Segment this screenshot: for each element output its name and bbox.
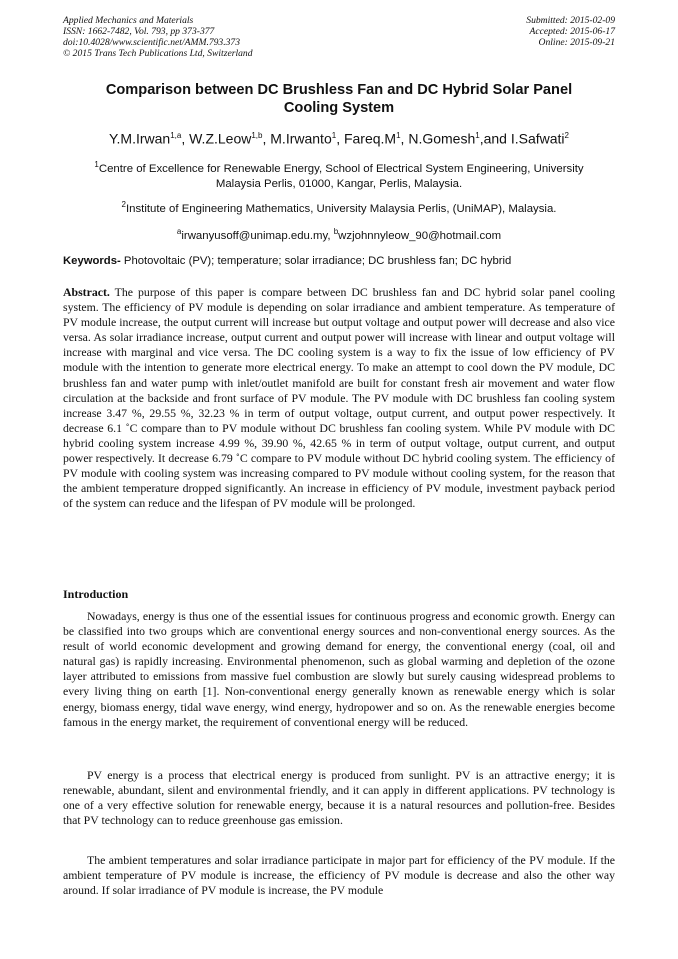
intro-paragraph-3: The ambient temperatures and solar irradiance participate in major part for efficiency of the PV module. If the ambient temperature of PV module is increase, the efficiency of PV module is decrease and also the other way around. If solar irradiance of PV module is increase, the PV module [63, 853, 615, 898]
abstract-text: The purpose of this paper is compare between DC brushless fan and DC hybrid solar panel cooling system. The efficiency of PV module is depending on solar irradiance and ambient temperature. As temperature of PV module increase, the output current will increase but output voltage and output power will decrease and also vice versa. As solar irradiance increase, output current and output power will increase with linear and output voltage will increase with marginal and vice versa. The DC cooling system is a way to fix the issue of low efficiency of PV module with the intention to generate more electrical energy. To make an attempt to cool down the PV module, DC brushless fan and water pump with inlet/outlet manifold are built for constant fresh air movement and water flow circulation at the backside and front surface of PV module. The PV module with DC brushless fan cooling system increase 3.47 %, 29.55 %, 32.23 % in term of output voltage, output current, and output power respectively. It decrease 6.1 ˚C compare than to PV module without DC brushless fan cooling system. While PV module with DC hybrid cooling system increase 4.99 %, 39.90 %, 42.65 % in term of output voltage, output current, and output power respectively. It decrease 6.79 ˚C compare to PV module without DC hybrid cooling system. The efficiency of PV module with cooling system was increasing compared to PV module without cooling system, for the reason that the ambient temperature dropped significantly. An increase in efficiency of PV module, investment payback period of the system can reduce and the lifespan of PV module will be prolonged. [63, 285, 615, 511]
author-list: Y.M.Irwan$^{1,a}$, W.Z.Leow$^{1,b}$, M.Irwanto$^1$, $Fareq.M^1$, N.Gomesh$^1$,and I.Safwati$^2$ [108, 130, 569, 147]
affiliation-1 [63, 157, 615, 192]
email-mark: a [176, 227, 182, 236]
author-affiliation-mark: 1,b [251, 131, 263, 140]
author-name: Y.M.Irwan [108, 130, 171, 147]
affiliation-text: Centre of Excellence for Renewable Energy, School of Electrical System Engineering, University [98, 162, 584, 175]
publication-info [63, 15, 253, 59]
author-affiliation-mark: 1 [475, 131, 480, 140]
author-name: W.Z.Leow [189, 130, 252, 147]
section-heading-introduction: Introduction [63, 587, 129, 601]
paper-title [63, 81, 615, 117]
author-name: Fareq.M [343, 130, 397, 147]
doi: doi:10.4028/www.scientific.net/AMM.793.373 [63, 37, 241, 48]
dates-info [526, 15, 615, 59]
author-emails [63, 224, 615, 244]
email-a: irwanyusoff@unimap.edu.my, [181, 229, 331, 242]
intro-paragraph-2: PV energy is a process that electrical energy is produced from sunlight. PV is an attractive energy; it is renewable, abundant, silent and environmental friendly, and it can apply in different applications. PV technology is one of a very effective solution for renewable energy, because it is a natural resources and pollution-free. Besides that PV technology can to reduce greenhouse gas emission. [63, 768, 615, 828]
author-name: M.Irwanto [270, 130, 332, 147]
copyright: © 2015 Trans Tech Publications Ltd, Switzerland [63, 48, 253, 59]
title-line-1: Comparison between DC Brushless Fan and DC Hybrid Solar Panel [105, 82, 573, 98]
affiliation-text: Institute of Engineering Mathematics, University Malaysia Perlis, (UniMAP), Malaysia. [125, 202, 557, 215]
journal-name: Applied Mechanics and Materials [63, 15, 194, 26]
keywords-text: Photovoltaic (PV); temperature; solar irradiance; DC brushless fan; DC hybrid [123, 255, 512, 267]
keywords [63, 254, 615, 269]
abstract [63, 285, 615, 511]
author-affiliation-mark: 2 [564, 131, 569, 140]
page-header [63, 15, 615, 59]
author-affiliation-mark: 1 [396, 131, 401, 140]
email-mark: b [333, 227, 339, 236]
online-date: Online: 2015-09-21 [538, 37, 615, 48]
keywords-label: Keywords- [63, 255, 121, 267]
author-name: I.Safwati [510, 130, 565, 147]
abstract-label: Abstract. [63, 285, 110, 299]
title-line-2: Cooling System [283, 100, 395, 116]
author-affiliation-mark: 1 [331, 131, 337, 140]
affiliation-mark: 1 [94, 160, 99, 169]
affiliation-text: Malaysia Perlis, 01000, Kangar, Perlis, Malaysia. [215, 177, 463, 190]
accepted-date: Accepted: 2015-06-17 [529, 26, 615, 37]
email-b: wzjohnnyleow_90@hotmail.com [338, 229, 502, 242]
submitted-date: Submitted: 2015-02-09 [526, 15, 615, 26]
issn: ISSN: 1662-7482, Vol. 793, pp 373-377 [63, 26, 215, 37]
intro-paragraph-1: Nowadays, energy is thus one of the essential issues for continuous progress and economic growth. Energy can be classified into two groups which are conventional energy sources and non-conventional energy sources. As the result of world economic development and growing demand for energy, the conventional energy (coal, oil and natural gas) is rapidly increasing. Environmental phenomenon, such as global warming and depletion of the ozone layer attributed to emissions from massive fuel combustion are slowly but surely causing widespread problems to every living thing on earth [1]. Non-conventional energy generally known as renewable energy which is solar energy, biomass energy, tidal wave energy, wind energy, hydropower and so on. As the renewable energies become famous in the energy market, the requirement of conventional energy will be reduced. [63, 609, 615, 729]
affiliation-2 [63, 197, 615, 217]
author-name: N.Gomesh [408, 130, 476, 147]
affiliation-mark: 2 [121, 200, 126, 209]
author-affiliation-mark: 1,a [170, 131, 182, 140]
